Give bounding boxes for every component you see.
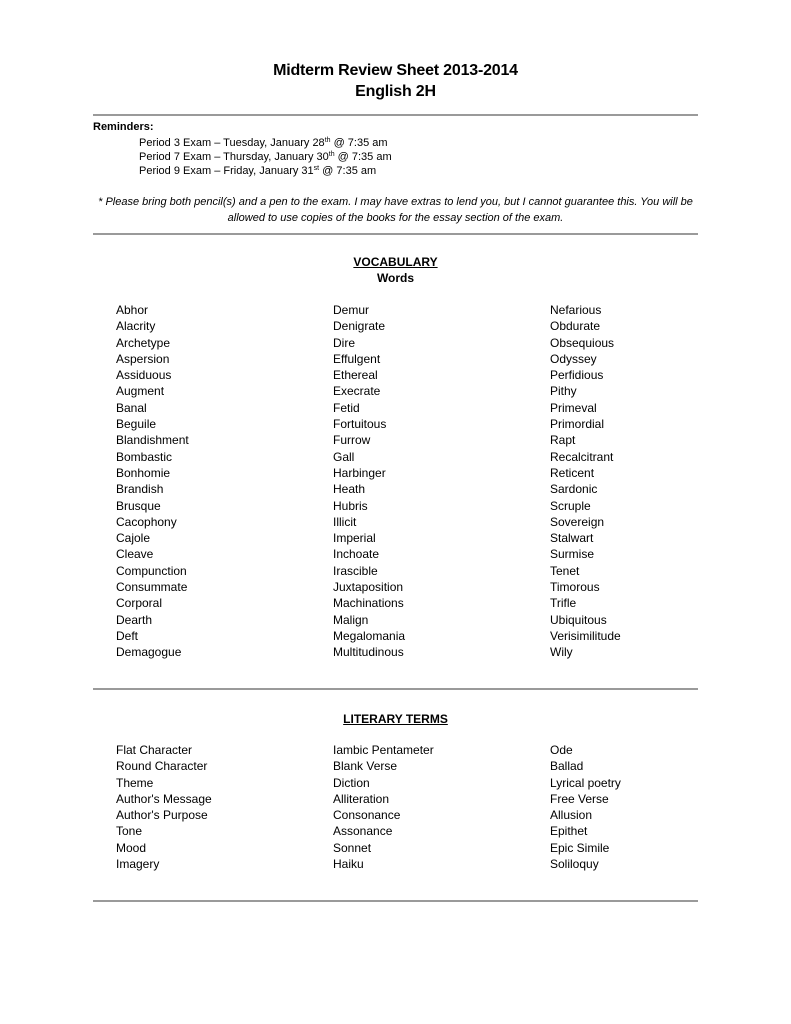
term-item: Ubiquitous: [550, 612, 607, 627]
term-item: Blank Verse: [333, 759, 398, 774]
term-item: Abhor: [116, 303, 149, 317]
term-item: Scruple: [550, 498, 591, 513]
term-item: Consummate: [116, 580, 188, 595]
term-item: Banal: [116, 400, 147, 415]
term-item: Alacrity: [116, 319, 156, 334]
term-item: Author's Message: [116, 791, 212, 806]
vocabulary-subheading: Words: [376, 271, 415, 285]
term-item: Gall: [333, 449, 355, 464]
term-item: Ballad: [550, 759, 584, 774]
term-item: Dire: [333, 335, 356, 350]
vocabulary-column-2: [333, 302, 405, 661]
term-item: Denigrate: [333, 319, 386, 334]
term-item: Imagery: [116, 857, 160, 872]
exam-line: Period 3 Exam – Tuesday, January 28th @ 7:35 am: [139, 137, 388, 149]
reminders-heading: Reminders:: [93, 121, 154, 133]
term-item: Cacophony: [116, 514, 177, 529]
page-title: Midterm Review Sheet 2013-2014: [273, 62, 518, 79]
term-item: Rapt: [550, 433, 576, 448]
term-item: Obdurate: [550, 319, 601, 334]
term-item: Odyssey: [550, 351, 597, 366]
literary-terms-column-3: [550, 742, 621, 872]
term-item: Alliteration: [333, 791, 390, 806]
term-item: Furrow: [333, 433, 371, 448]
term-item: Harbinger: [333, 465, 386, 480]
term-item: Epithet: [550, 824, 588, 839]
term-item: Verisimilitude: [550, 628, 621, 643]
term-item: Stalwart: [550, 531, 594, 546]
exam-line: Period 7 Exam – Thursday, January 30th @ 7:35 am: [139, 151, 392, 163]
vocabulary-column-1: [116, 302, 189, 661]
term-item: Assonance: [333, 824, 393, 839]
term-item: Flat Character: [116, 743, 193, 757]
exam-note: * Please bring both pencil(s) and a pen to the exam. I may have extras to lend you, but I cannot guarantee this. You will be allowed to use copies of the books for the essay section of the exam.: [98, 196, 693, 224]
term-item: Epic Simile: [550, 840, 610, 855]
term-item: Sovereign: [550, 514, 605, 529]
term-item: Inchoate: [333, 547, 380, 562]
term-item: Consonance: [333, 808, 401, 823]
term-item: Aspersion: [116, 351, 170, 366]
term-item: Sardonic: [550, 482, 598, 497]
term-item: Ethereal: [333, 368, 378, 383]
term-item: Sonnet: [333, 840, 372, 855]
vocabulary-heading: VOCABULARY: [353, 255, 438, 269]
vocabulary-column-3: [550, 302, 621, 661]
term-item: Reticent: [550, 465, 595, 480]
term-item: Execrate: [333, 384, 381, 399]
term-item: Tone: [116, 824, 143, 839]
term-item: Imperial: [333, 531, 376, 546]
term-item: Demagogue: [116, 645, 182, 660]
term-item: Brandish: [116, 482, 164, 497]
term-item: Surmise: [550, 547, 595, 562]
term-item: Allusion: [550, 808, 593, 823]
term-item: Mood: [116, 840, 147, 855]
term-item: Multitudinous: [333, 645, 404, 660]
term-item: Trifle: [550, 596, 577, 611]
term-item: Diction: [333, 775, 370, 790]
literary-terms-column-2: [333, 742, 434, 872]
term-item: Lyrical poetry: [550, 775, 621, 790]
term-item: Fetid: [333, 400, 360, 415]
divider: [93, 900, 698, 902]
term-item: Deft: [116, 628, 139, 643]
course-title: English 2H: [355, 83, 436, 100]
term-item: Round Character: [116, 759, 208, 774]
term-item: Haiku: [333, 857, 364, 872]
term-item: Illicit: [333, 514, 357, 529]
term-item: Malign: [333, 612, 369, 627]
term-item: Machinations: [333, 596, 404, 611]
term-item: Dearth: [116, 612, 153, 627]
term-item: Theme: [116, 775, 154, 790]
term-item: Primordial: [550, 417, 605, 432]
term-item: Fortuitous: [333, 417, 387, 432]
term-item: Iambic Pentameter: [333, 743, 434, 757]
exam-line: Period 9 Exam – Friday, January 31st @ 7:35 am: [139, 165, 377, 177]
term-item: Ode: [550, 743, 573, 757]
term-item: Obsequious: [550, 335, 615, 350]
term-item: Nefarious: [550, 303, 602, 317]
term-item: Augment: [116, 384, 165, 399]
term-item: Archetype: [116, 335, 171, 350]
term-item: Perfidious: [550, 368, 604, 383]
term-item: Cajole: [116, 531, 151, 546]
term-item: Author's Purpose: [116, 808, 208, 823]
term-item: Recalcitrant: [550, 449, 614, 464]
term-item: Effulgent: [333, 351, 381, 366]
term-item: Pithy: [550, 384, 577, 399]
term-item: Primeval: [550, 400, 597, 415]
term-item: Cleave: [116, 547, 154, 562]
term-item: Demur: [333, 303, 370, 317]
term-item: Heath: [333, 482, 366, 497]
term-item: Wily: [550, 645, 573, 660]
divider: [93, 233, 698, 235]
term-item: Hubris: [333, 498, 368, 513]
term-item: Blandishment: [116, 433, 189, 448]
term-item: Juxtaposition: [333, 580, 404, 595]
term-item: Timorous: [550, 580, 600, 595]
term-item: Free Verse: [550, 791, 609, 806]
term-item: Assiduous: [116, 368, 172, 383]
term-item: Brusque: [116, 498, 161, 513]
term-item: Bombastic: [116, 449, 173, 464]
divider: [93, 114, 698, 116]
literary-terms-heading: LITERARY TERMS: [343, 712, 448, 726]
term-item: Irascible: [333, 563, 378, 578]
term-item: Compunction: [116, 563, 187, 578]
term-item: Megalomania: [333, 628, 406, 643]
term-item: Bonhomie: [116, 465, 171, 480]
term-item: Beguile: [116, 417, 157, 432]
term-item: Soliloquy: [550, 857, 599, 872]
literary-terms-column-1: [116, 742, 212, 872]
divider: [93, 688, 698, 690]
term-item: Tenet: [550, 563, 580, 578]
term-item: Corporal: [116, 596, 163, 611]
